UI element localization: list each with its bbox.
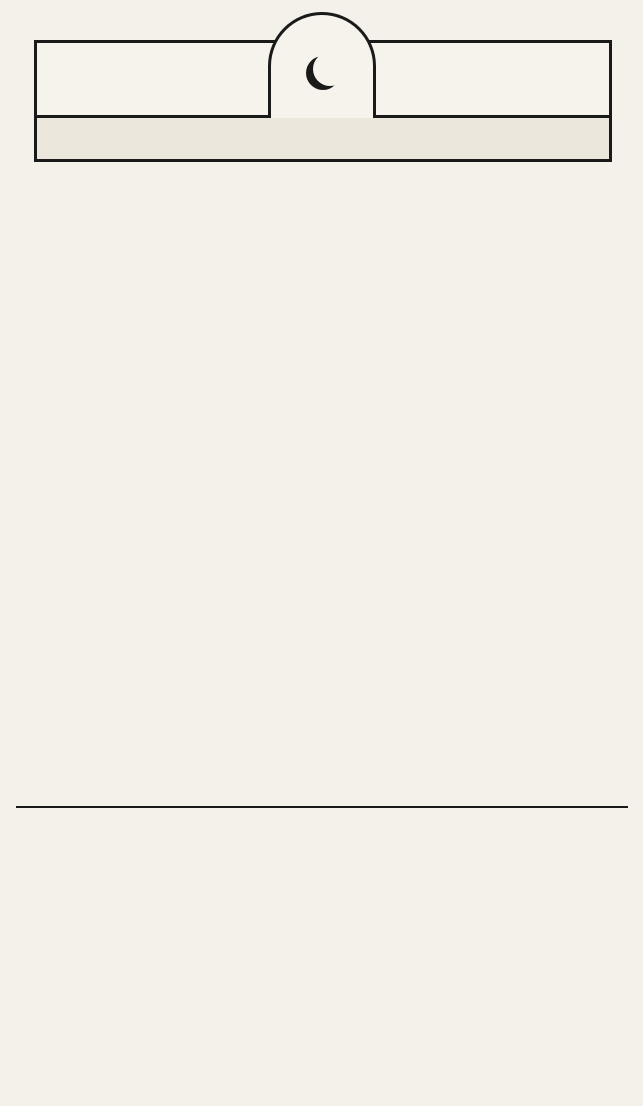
right-border-ornament (619, 0, 643, 1106)
crescent-icon (313, 52, 347, 86)
quran-verse-band (34, 118, 612, 162)
bottom-border-ornament (0, 1078, 643, 1106)
footnote-divider (16, 806, 628, 808)
left-border-ornament (0, 0, 24, 1106)
